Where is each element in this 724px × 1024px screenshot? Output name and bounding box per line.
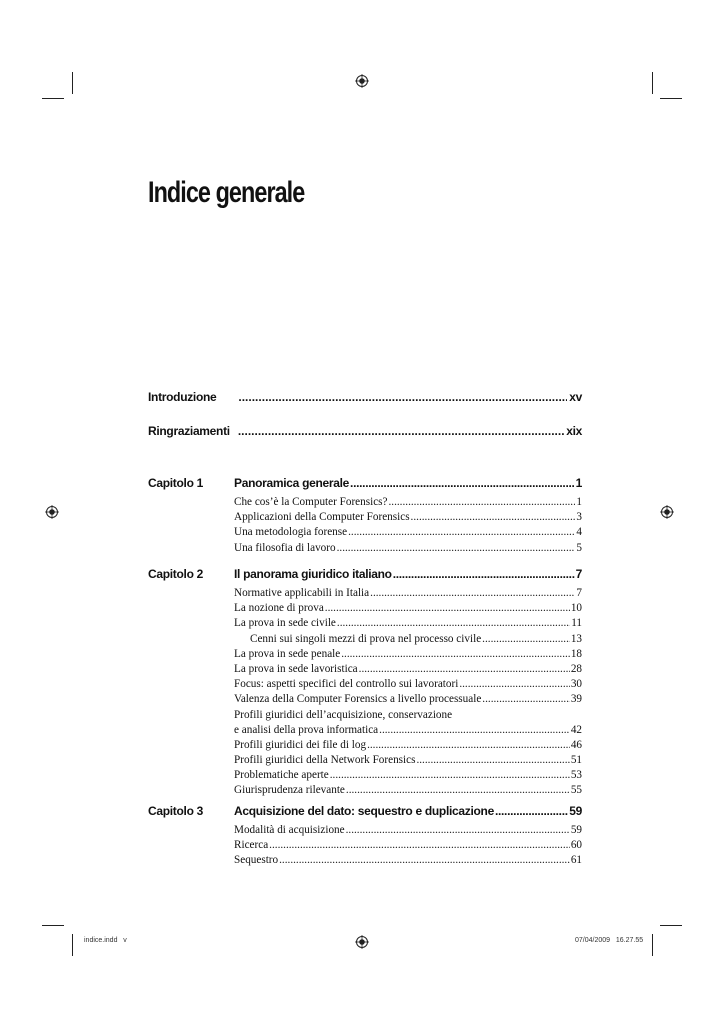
leader-dots	[393, 567, 575, 581]
toc-entry-text: Focus: aspetti specifici del controllo sui lavoratori	[234, 678, 459, 691]
toc-entry-text: Una metodologia forense	[234, 526, 348, 539]
toc-entry-page: 28	[570, 662, 582, 675]
toc-entry-page: 61	[570, 854, 582, 867]
toc-entry-text: Ricerca	[234, 839, 269, 852]
toc-entry-text: Valenza della Computer Forensics a livello processuale	[234, 693, 482, 706]
chapter-number: Capitolo 1	[148, 476, 204, 490]
toc-entry-first-line	[234, 709, 582, 724]
toc-entry-page: 59	[570, 824, 582, 836]
toc-entry	[234, 769, 582, 784]
leader-dots	[482, 693, 570, 705]
toc-entry-text: La prova in sede lavoristica	[234, 662, 358, 675]
crop-mark	[42, 98, 64, 99]
leader-dots	[238, 390, 567, 404]
toc-entry	[234, 602, 582, 617]
toc-entry	[234, 542, 582, 557]
chapter-body	[234, 804, 582, 870]
chapter-heading	[234, 567, 582, 583]
chapter-page: 1	[575, 476, 582, 490]
crop-mark	[72, 72, 73, 94]
toc-subentry	[234, 633, 582, 648]
leader-dots	[279, 854, 570, 866]
toc-entry-text: Profili giuridici dell’acquisizione, conservazione	[234, 708, 453, 721]
registration-mark-icon	[660, 505, 674, 519]
chapter-title: Panoramica generale	[234, 476, 350, 490]
toc-entry	[234, 678, 582, 693]
toc-entry-page: 3	[576, 511, 582, 524]
leader-dots	[337, 542, 576, 554]
toc-entry-page: 46	[570, 738, 582, 751]
leader-dots	[495, 804, 568, 818]
toc-entry	[234, 511, 582, 526]
toc-entry-text: Una filosofia di lavoro	[234, 541, 336, 554]
leader-dots	[367, 739, 570, 751]
crop-mark	[652, 72, 653, 94]
chapter-title: Acquisizione del dato: sequestro e duplicazione	[234, 804, 494, 818]
chapter-number: Capitolo 2	[148, 567, 204, 581]
leader-dots	[269, 839, 570, 851]
registration-mark-icon	[45, 505, 59, 519]
toc-entry	[234, 526, 582, 541]
toc-entry	[234, 617, 582, 632]
toc-entry-text: e analisi della prova informatica	[234, 723, 379, 736]
crop-mark	[660, 925, 682, 926]
toc-entry	[234, 739, 582, 754]
chapter-title: Il panorama giuridico italiano	[234, 567, 392, 581]
leader-dots	[411, 511, 576, 523]
toc-entry-page: 10	[570, 602, 582, 615]
toc-entry	[234, 587, 582, 602]
leader-dots	[341, 648, 570, 660]
toc-entry-page: 60	[570, 839, 582, 852]
toc-front-ringraziamenti	[148, 424, 582, 438]
leader-dots	[346, 824, 570, 836]
leader-dots	[330, 769, 570, 781]
toc-entry	[234, 724, 582, 739]
chapter-heading	[234, 476, 582, 492]
leader-dots	[238, 424, 564, 438]
toc-entry-text: La nozione di prova	[234, 602, 324, 615]
crop-mark	[660, 98, 682, 99]
toc-entry-page: 30	[570, 678, 582, 691]
toc-entry	[234, 663, 582, 678]
toc-entry	[234, 824, 582, 839]
toc-entry	[234, 839, 582, 854]
chapter-body	[234, 567, 582, 800]
toc-entry-text: Normative applicabili in Italia	[234, 587, 370, 599]
toc-entry-text: Problematiche aperte	[234, 769, 329, 782]
leader-dots	[359, 663, 570, 675]
leader-dots	[337, 617, 570, 629]
toc-entry-page: 5	[576, 541, 582, 554]
toc-entry-page: 1	[576, 496, 582, 508]
toc-entry-page: 42	[570, 723, 582, 736]
toc-entry	[234, 648, 582, 663]
chapter-body	[234, 476, 582, 557]
toc-entry	[234, 693, 582, 708]
leader-dots	[379, 724, 570, 736]
crop-mark	[42, 925, 64, 926]
toc-entry-page: 7	[576, 587, 582, 599]
toc-front-page: xix	[566, 424, 582, 438]
chapter-page: 7	[575, 567, 582, 581]
toc-entry-page: 53	[570, 769, 582, 782]
registration-mark-icon	[355, 935, 369, 949]
toc-entry-page: 51	[570, 754, 582, 767]
leader-dots	[416, 754, 569, 766]
toc-entry-text: Applicazioni della Computer Forensics	[234, 511, 410, 524]
leader-dots	[350, 476, 575, 490]
crop-mark	[72, 934, 73, 956]
chapter-page: 59	[569, 804, 582, 818]
toc-entry-page: 13	[570, 632, 582, 645]
toc-entry-page: 4	[576, 526, 582, 539]
toc-entry-text: Sequestro	[234, 854, 279, 867]
toc-entry-text: Cenni sui singoli mezzi di prova nel processo civile	[250, 632, 482, 645]
leader-dots	[370, 587, 575, 599]
slug-date: 07/04/2009 16.27.55	[575, 937, 644, 944]
toc-entry-page: 39	[570, 693, 582, 706]
toc-entry-text: La prova in sede penale	[234, 647, 341, 660]
toc-entry-text: Profili giuridici dei file di log	[234, 738, 367, 751]
leader-dots	[348, 526, 575, 538]
registration-mark-icon	[355, 74, 369, 88]
toc-entry	[234, 496, 582, 511]
slug-file: indice.indd v	[84, 937, 127, 944]
crop-mark	[652, 934, 653, 956]
leader-dots	[459, 678, 569, 690]
toc-entry-page: 18	[570, 647, 582, 660]
toc-entry	[234, 854, 582, 869]
toc-entry-text: Che cos’è la Computer Forensics?	[234, 496, 388, 508]
chapter-heading	[234, 804, 582, 820]
toc-entry-text: Giurisprudenza rilevante	[234, 784, 345, 797]
leader-dots	[346, 784, 570, 796]
leader-dots	[388, 496, 575, 508]
leader-dots	[482, 633, 570, 645]
toc-front-introduzione	[148, 390, 582, 404]
page-title: Indice generale	[148, 176, 305, 209]
toc-entry-text: Profili giuridici della Network Forensics	[234, 754, 416, 767]
toc-entry	[234, 784, 582, 799]
toc-entry	[234, 754, 582, 769]
toc-front-page: xv	[569, 390, 582, 404]
toc-front-label: Ringraziamenti	[148, 424, 230, 438]
toc-entry-page: 55	[570, 784, 582, 797]
toc-entry-page: 11	[571, 617, 582, 630]
chapter-number: Capitolo 3	[148, 804, 204, 818]
toc-front-label: Introduzione	[148, 390, 217, 404]
toc-entry-text: Modalità di acquisizione	[234, 824, 345, 836]
leader-dots	[325, 602, 570, 614]
toc-entry-text: La prova in sede civile	[234, 617, 336, 630]
